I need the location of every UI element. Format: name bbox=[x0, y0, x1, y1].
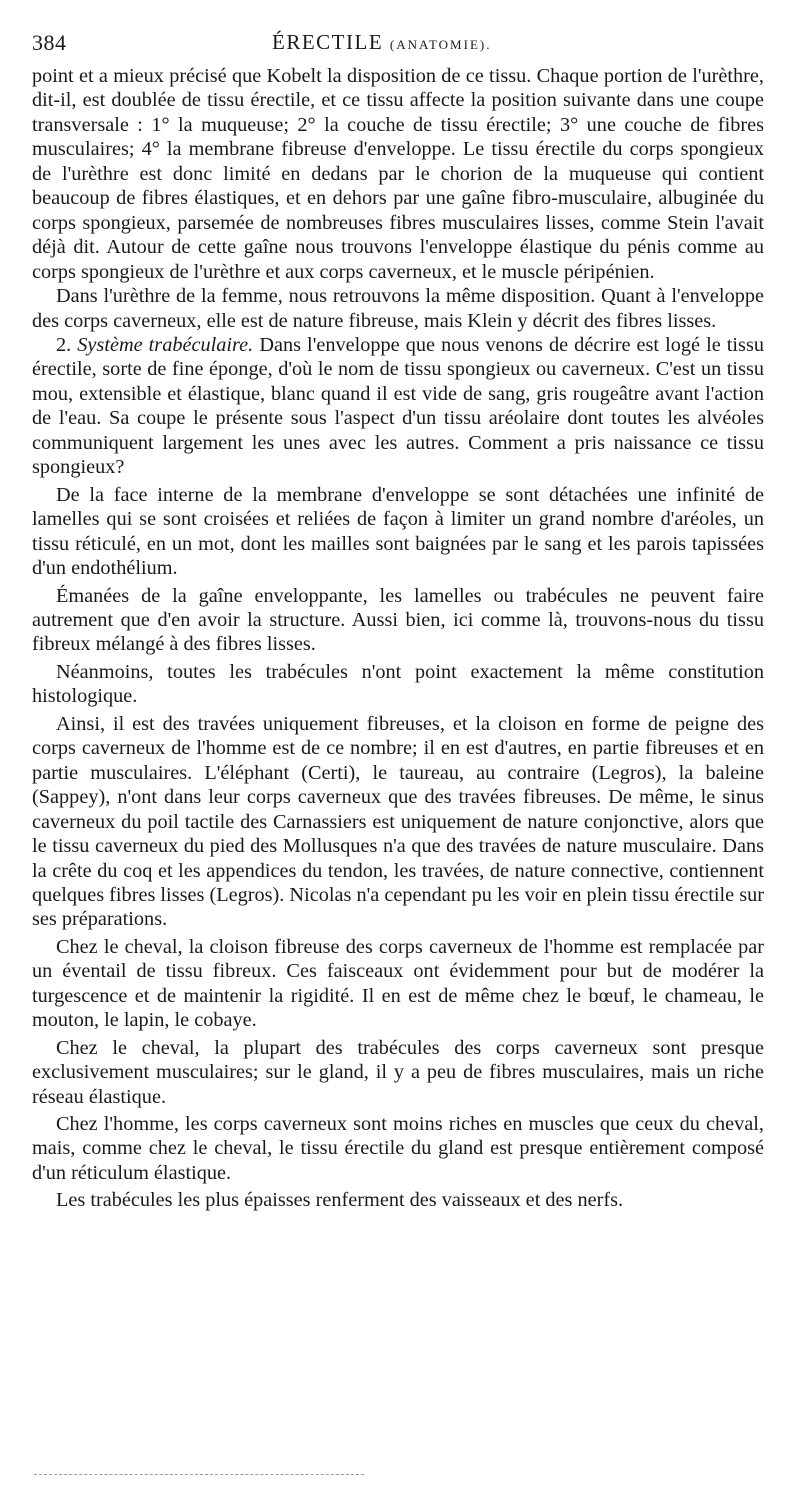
paragraph bbox=[32, 1112, 764, 1185]
paragraph bbox=[32, 1188, 764, 1212]
paragraph-text: De la face interne de la membrane d'enveloppe se sont détachées une infinité de lamelles qui se sont croisées et reliées de façon à limiter un grand nombre d'aréoles, un tissu réticulé, en un mot, dont les mailles sont baignées par le sang et les parois tapissées d'un endothélium. bbox=[32, 483, 764, 580]
paragraph-text: Néanmoins, toutes les trabécules n'ont point exactement la même constitution histologique. bbox=[32, 660, 764, 708]
section-number: 2. bbox=[56, 333, 72, 356]
paragraph-text: Émanées de la gaîne enveloppante, les lamelles ou trabécules ne peuvent faire autrement que d'en avoir la structure. Aussi bien, ici comme là, trouvons-nous du tissu fibreux mélangé à des fibres lisses. bbox=[32, 584, 764, 656]
body-text bbox=[32, 64, 764, 1213]
paragraph-text: Les trabécules les plus épaisses renferment des vaisseaux et des nerfs. bbox=[56, 1189, 624, 1212]
paragraph-text: Ainsi, il est des travées uniquement fibreuses, et la cloison en forme de peigne des corps caverneux de l'homme est de ce nombre; il en est d'autres, en partie fibreuses et en partie musculaires. L'éléphant (Certi), le taureau, au contraire (Legros), la baleine (Sappey), n'ont dans leur corps caverneux que des travées fibreuses. De même, le sinus caverneux du poil tactile des Carnassiers est uniquement de nature conjonctive, alors que le tissu caverneux du pied des Mollusques n'a que des travées de nature musculaire. Dans la crête du coq et les appendices du tendon, les travées, de nature connective, contiennent quelques fibres lisses (Legros). Nicolas n'a cependant pu les voir en plein tissu érectile sur ses préparations. bbox=[32, 712, 764, 931]
paragraph-text: point et a mieux précisé que Kobelt la disposition de ce tissu. Chaque portion de l'urèthre, dit-il, est doublée de tissu érectile, et ce tissu affecte la position suivante dans une coupe transversale : 1° la muqueuse; 2° la couche de tissu érectile; 3° une couche de fibres musculaires; 4° la membrane fibreuse d'enveloppe. Le tissu érectile du corps spongieux de l'urèthre est donc limité en dedans par le chorion de la muqueuse qui contient beaucoup de fibres élastiques, et en dehors par une gaîne fibro-musculaire, albuginée du corps spongieux, parsemée de nombreuses fibres musculaires lisses, comme Stein l'avait déjà dit. Autour de cette gaîne nous trouvons l'enveloppe élastique du pénis comme au corps spongieux de l'urèthre et aux corps caverneux, et le muscle péripénien. bbox=[32, 65, 764, 283]
paragraph bbox=[32, 935, 764, 1033]
paragraph bbox=[32, 1036, 764, 1109]
paragraph bbox=[32, 483, 764, 581]
paragraph bbox=[32, 64, 764, 284]
paragraph-text: Dans l'urèthre de la femme, nous retrouvons la même disposition. Quant à l'enveloppe des corps caverneux, elle est de nature fibreuse, mais Klein y décrit des fibres lisses. bbox=[32, 285, 764, 332]
section-title: Système trabéculaire. bbox=[77, 333, 254, 356]
running-head-title: ÉRECTILE bbox=[272, 30, 384, 54]
running-head bbox=[272, 30, 632, 55]
footer-rule bbox=[34, 1474, 364, 1475]
page-header bbox=[32, 30, 762, 56]
paragraph-text: Chez le cheval, la cloison fibreuse des corps caverneux de l'homme est remplacée par un éventail de tissu fibreux. Ces faisceaux ont évidemment pour but de modérer la turgescence et de maintenir la rigidité. Il en est de même chez le bœuf, le chameau, le mouton, le lapin, le cobaye. bbox=[32, 935, 764, 1032]
running-head-subtitle: (ANATOMIE). bbox=[389, 37, 492, 52]
page-number: 384 bbox=[32, 30, 67, 55]
paragraph bbox=[32, 712, 764, 932]
paragraph bbox=[32, 660, 764, 709]
paragraph-text: Chez le cheval, la plupart des trabécules des corps caverneux sont presque exclusivement musculaires; sur le gland, il y a peu de fibres musculaires, mais un riche réseau élastique. bbox=[32, 1036, 764, 1108]
section-paragraph bbox=[32, 333, 764, 480]
paragraph-text: Chez l'homme, les corps caverneux sont moins riches en muscles que ceux du cheval, mais, comme chez le cheval, le tissu érectile du gland est presque entièrement composé d'un réticulum élastique. bbox=[32, 1113, 764, 1184]
paragraph-text: Dans l'enveloppe que nous venons de décrire est logé le tissu érectile, sorte de fine éponge, d'où le nom de tissu spongieux ou caverneux. C'est un tissu mou, extensible et élastique, blanc quand il est vide de sang, gris rougeâtre avant l'action de l'eau. Sa coupe le présente sous l'aspect d'un tissu aréolaire dont toutes les alvéoles communiquent largement les unes avec les autres. Comment a pris naissance ce tissu spongieux? bbox=[32, 333, 764, 479]
paragraph bbox=[32, 584, 764, 657]
paragraph bbox=[32, 284, 764, 333]
